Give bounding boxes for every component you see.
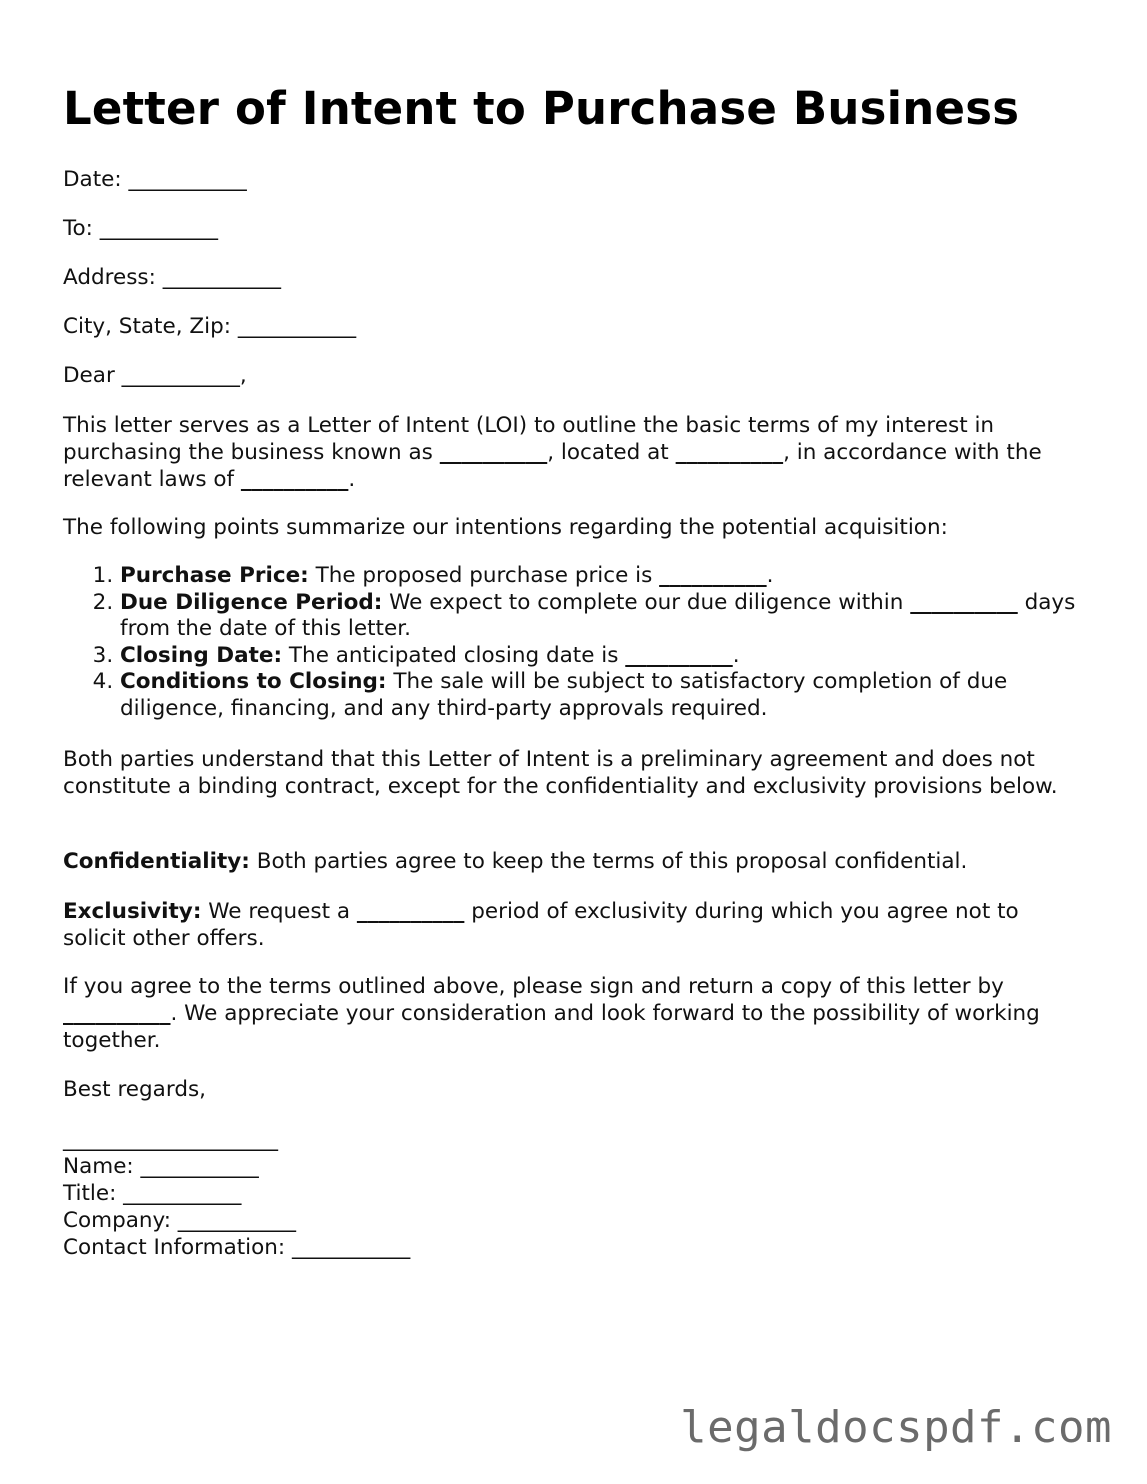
date-field: Date: ___________ bbox=[63, 167, 247, 192]
intro-paragraph: This letter serves as a Letter of Intent (LOI) to outline the basic terms of my interest in purchasing the business known as __________, located at __________, in accordance with the relevant laws of __________. bbox=[63, 413, 1042, 492]
list-item: 1. Purchase Price: The proposed purchase price is __________. bbox=[120, 563, 1083, 590]
to-field: To: ___________ bbox=[63, 216, 218, 241]
city-state-zip-field: City, State, Zip: ___________ bbox=[63, 314, 357, 339]
signature-block bbox=[63, 1126, 410, 1261]
signature-company: Company: ___________ bbox=[63, 1208, 297, 1233]
address-field: Address: ___________ bbox=[63, 265, 281, 290]
terms-list bbox=[63, 563, 1083, 723]
exclusivity-paragraph: Exclusivity: We request a __________ period of exclusivity during which you agree not to solicit other offers. bbox=[63, 899, 1019, 951]
closing-request-paragraph: If you agree to the terms outlined above, please sign and return a copy of this letter by __________. We appreciate your consideration and look forward to the possibility of working together. bbox=[63, 974, 1040, 1053]
signature-name: Name: ___________ bbox=[63, 1154, 259, 1179]
signature-contact: Contact Information: ___________ bbox=[63, 1235, 411, 1260]
confidentiality-paragraph: Confidentiality: Both parties agree to keep the terms of this proposal confidential. bbox=[63, 849, 968, 874]
list-item: 3. Closing Date: The anticipated closing date is __________. bbox=[120, 643, 1083, 670]
salutation: Dear ___________, bbox=[63, 363, 247, 388]
watermark: legaldocspdf.com bbox=[680, 1402, 1112, 1453]
signature-line: ____________________ bbox=[63, 1127, 278, 1152]
document-title: Letter of Intent to Purchase Business bbox=[63, 82, 1020, 135]
list-item: 4. Conditions to Closing: The sale will be subject to satisfactory completion of due diligence, financing, and any third-party approvals required. bbox=[120, 669, 1083, 722]
signature-title: Title: ___________ bbox=[63, 1181, 242, 1206]
nonbinding-paragraph: Both parties understand that this Letter of Intent is a preliminary agreement and does not constitute a binding contract, except for the confidentiality and exclusivity provisions below. bbox=[63, 747, 1058, 799]
summary-lead: The following points summarize our intentions regarding the potential acquisition: bbox=[63, 515, 948, 540]
list-item: 2. Due Diligence Period: We expect to complete our due diligence within __________ days from the date of this letter. bbox=[120, 590, 1083, 643]
signoff: Best regards, bbox=[63, 1077, 207, 1102]
